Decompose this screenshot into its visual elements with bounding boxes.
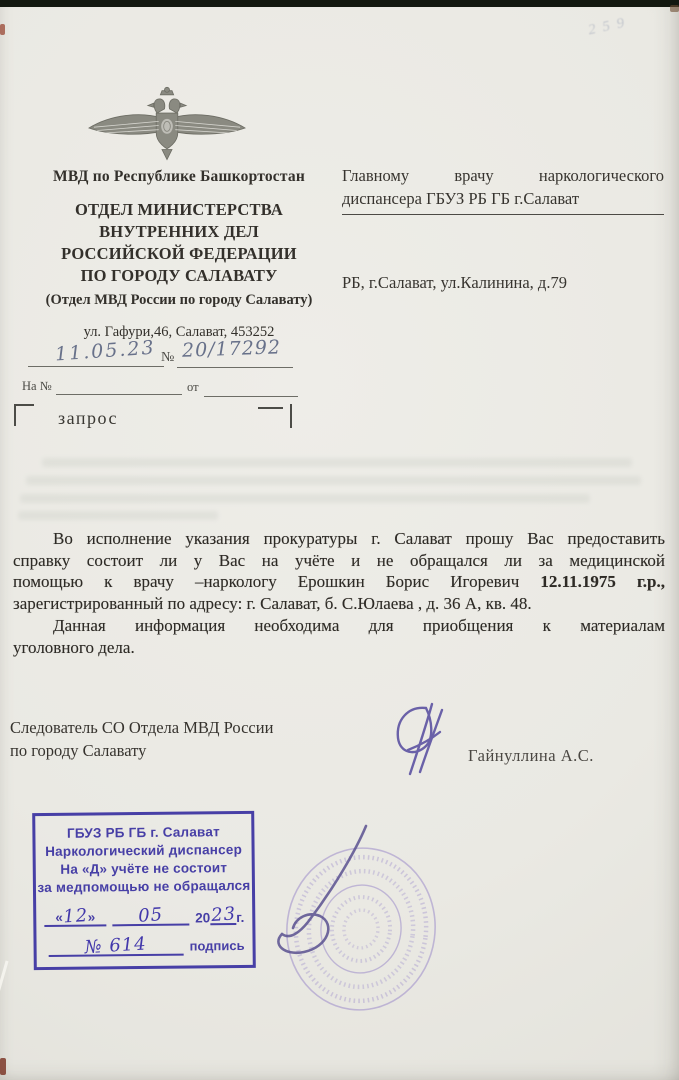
ref-underline <box>56 394 182 395</box>
na-no-label: На № <box>22 379 52 393</box>
org-name-line: ВНУТРЕННИХ ДЕЛ <box>99 222 259 241</box>
stamp-line-4: за медпомощью не обращался <box>37 877 251 896</box>
corner-mark-right <box>258 407 283 409</box>
stamp-line-2: Наркологический диспансер <box>45 841 243 860</box>
registration-stamp <box>32 811 256 970</box>
signer-title-line-2: по городу Салавату <box>10 741 147 760</box>
scan-artifact <box>0 961 9 1008</box>
recipient-line-1: Главному врачу наркологического <box>342 166 664 185</box>
quote-open: « <box>55 909 63 925</box>
outgoing-number-handwritten: 20/17292 <box>181 336 282 362</box>
org-address: ул. Гафури,46, Салават, 453252 <box>83 324 275 340</box>
body-line <box>13 571 665 593</box>
body-line: Данная информация необходима для приобщения к материалам <box>53 615 665 635</box>
stamp-day-field <box>44 904 106 928</box>
birthdate-bold: 12.11.1975 г.р., <box>540 572 665 592</box>
quote-close: » <box>87 909 96 925</box>
ot-label: от <box>187 380 199 394</box>
corner-mark-left <box>14 404 34 406</box>
org-name-line: ПО ГОРОДУ САЛАВАТУ <box>80 266 278 285</box>
body-line: зарегистрированный по адресу: г. Салават, б. С.Юлаева , д. 36 А, кв. 48. <box>13 594 532 614</box>
scanner-edge <box>0 0 679 7</box>
scan-artifact <box>0 24 5 35</box>
org-name-line: РОССИЙСКОЙ ФЕДЕРАЦИИ <box>61 244 297 263</box>
body-line-text: помощью к врачу –наркологу Ерошкин Борис Игоревич <box>13 572 520 592</box>
number-sign: № <box>161 350 175 365</box>
letterhead-org-block <box>18 168 340 341</box>
outgoing-date-handwritten: 11.05.23 <box>54 336 157 366</box>
stamp-year-field <box>210 903 237 926</box>
org-region-name: МВД по Республике Башкортостан <box>53 168 305 185</box>
corner-mark-right <box>290 404 292 428</box>
signer-name: Гайнуллина А.С. <box>468 746 594 765</box>
stamp-date-row <box>44 901 244 927</box>
bleedthrough-ghost-line <box>20 494 590 503</box>
recipient-address: РБ, г.Салават, ул.Калинина, д.79 <box>342 273 567 292</box>
bleedthrough-ghost-line <box>26 476 641 485</box>
org-alt-name: (Отдел МВД России по городу Салавату) <box>45 292 313 308</box>
stamp-year-handwritten: 23 <box>210 903 237 926</box>
ref-underline <box>204 396 298 397</box>
signer-title-line-1: Следователь СО Отдела МВД России <box>10 718 274 737</box>
stamp-line-3: На «Д» учёте не состоит <box>60 860 228 877</box>
body-text <box>13 528 665 658</box>
seal-signature <box>268 822 398 964</box>
stamp-month-handwritten: 05 <box>137 904 164 927</box>
stamp-month-field <box>112 904 189 927</box>
ref-underline <box>177 367 293 368</box>
stamp-line-1: ГБУЗ РБ ГБ г. Салават <box>66 824 220 841</box>
investigator-signature <box>388 698 458 782</box>
body-line: уголовного дела. <box>13 637 135 657</box>
bleedthrough-ghost-line <box>18 511 218 520</box>
corner-mark-left <box>14 404 16 426</box>
pencil-note: 259 <box>586 13 633 39</box>
bleedthrough-ghost-line <box>42 458 632 467</box>
scan-artifact <box>670 5 679 12</box>
recipient-block <box>342 164 664 293</box>
stamp-day-handwritten: 12 <box>62 904 89 928</box>
stamp-number-handwritten: № 614 <box>84 933 148 959</box>
recipient-line-2: диспансера ГБУЗ РБ ГБ г.Салават <box>342 187 664 215</box>
scan-artifact <box>0 1058 6 1075</box>
stamp-number-field <box>48 933 183 959</box>
body-line: Во исполнение указания прокуратуры г. Салават прошу Вас предоставить <box>53 529 665 548</box>
org-name-line: ОТДЕЛ МИНИСТЕРСТВА <box>74 200 284 219</box>
stamp-number-row <box>44 931 244 957</box>
signer-title <box>10 716 273 762</box>
stamp-sign-label: подпись <box>189 937 245 954</box>
mvd-eagle-emblem-icon <box>84 86 250 170</box>
ref-underline <box>28 366 164 367</box>
body-line: справку состоит ли у Вас на учёте и не обращался ли за медицинской <box>13 550 665 570</box>
stamp-year-suffix: г. <box>236 909 245 926</box>
stamp-year-prefix: 20 <box>195 910 211 926</box>
document-subject: запрос <box>58 408 118 428</box>
